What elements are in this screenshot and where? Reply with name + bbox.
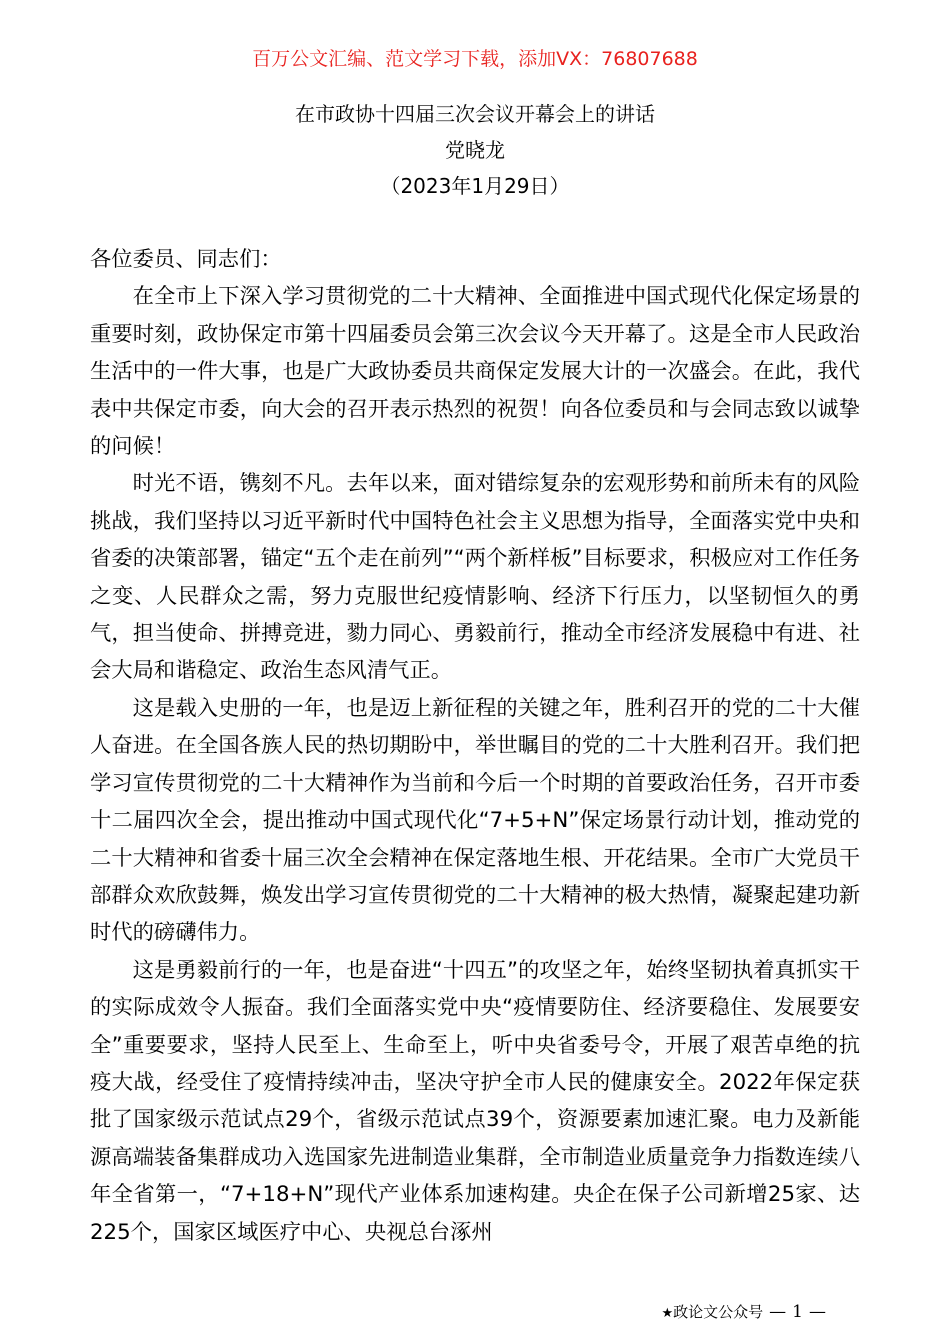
footer-separator-left: — <box>769 1302 787 1322</box>
paragraph-4: 这是勇毅前行的一年，也是奋进“十四五”的攻坚之年，始终坚韧执着真抓实干的实际成效令人振奋。我们全面落实党中央“疫情要防住、经济要稳住、发展要安全”重要要求，坚持人民至上、生命至上，听中央省委号令，开展了艰苦卓绝的抗疫大战，经受住了疫情持续冲击，坚决守护全市人民的健康安全。2022年保定获批了国家级示范试点29个，省级示范试点39个，资源要素加速汇聚。电力及新能源高端装备集群成功入选国家先进制造业集群，全市制造业质量竞争力指数连续八年全省第一，“7+18+N”现代产业体系加速构建。央企在保子公司新增25家、达225个，国家区域医疗中心、央视总台涿州 <box>90 957 860 1245</box>
footer-source: 政论文公众号 <box>673 1303 764 1321</box>
page-footer <box>662 1298 833 1328</box>
document-title: 在市政协十四届三次会议开幕会上的讲话 <box>295 102 655 126</box>
document-body <box>90 241 860 1251</box>
paragraph-1: 在全市上下深入学习贯彻党的二十大精神、全面推进中国式现代化保定场景的重要时刻，政协保定市第十四届委员会第三次会议今天开幕了。这是全市人民政治生活中的一件大事，也是广大政协委员共商保定发展大计的一次盛会。在此，我代表中共保定市委，向大会的召开表示热烈的祝贺！向各位委员和与会同志致以诚挚的问候！ <box>90 284 860 460</box>
star-icon: ★ <box>661 1306 674 1321</box>
banner-ad-text: 百万公文汇编、范文学习下载，添加VX：76807688 <box>252 48 698 70</box>
paragraph-2: 时光不语，镌刻不凡。去年以来，面对错综复杂的宏观形势和前所未有的风险挑战，我们坚持以习近平新时代中国特色社会主义思想为指导，全面落实党中央和省委的决策部署，锚定“五个走在前列”“两个新样板”目标要求，积极应对工作任务之变、人民群众之需，努力克服世纪疫情影响、经济下行压力，以坚韧恒久的勇气，担当使命、拼搏竞进，勠力同心、勇毅前行，推动全市经济发展稳中有进、社会大局和谐稳定、政治生态风清气正。 <box>90 471 860 684</box>
document-author: 党晓龙 <box>445 138 505 162</box>
document-date: （2023年1月29日） <box>380 174 570 198</box>
footer-separator-right: — <box>809 1302 826 1322</box>
paragraph-3: 这是载入史册的一年，也是迈上新征程的关键之年，胜利召开的党的二十大催人奋进。在全国各族人民的热切期盼中，举世瞩目的党的二十大胜利召开。我们把学习宣传贯彻党的二十大精神作为当前和今后一个时期的首要政治任务，召开市委十二届四次全会，提出推动中国式现代化“7+5+N”保定场景行动计划，推动党的二十大精神和省委十届三次全会精神在保定落地生根、开花结果。全市广大党员干部群众欢欣鼓舞，焕发出学习宣传贯彻党的二十大精神的极大热情，凝聚起建功新时代的磅礴伟力。 <box>90 695 860 946</box>
salutation: 各位委员、同志们： <box>90 247 282 272</box>
page-number: 1 <box>792 1302 803 1322</box>
document-header <box>0 96 950 204</box>
